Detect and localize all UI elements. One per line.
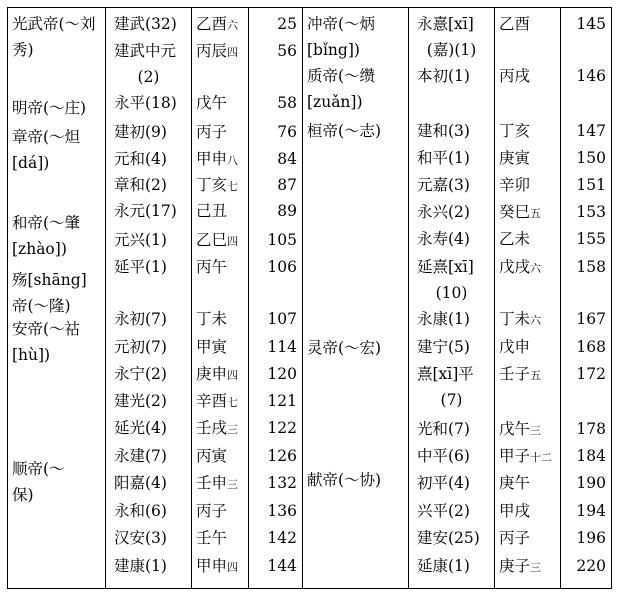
ganzhi-year bbox=[495, 257, 560, 279]
right-ganzhi-column bbox=[495, 8, 561, 589]
era-name: 元嘉(3) bbox=[417, 176, 470, 194]
ganzhi-label: 庚午 bbox=[499, 474, 531, 492]
era-name: 章和(2) bbox=[114, 176, 167, 194]
ad-year: 87 bbox=[277, 176, 297, 194]
ganzhi-label: 甲子 bbox=[499, 447, 531, 465]
ad-year: 150 bbox=[576, 149, 606, 167]
emperor-name: [dá]) bbox=[12, 154, 50, 172]
era-name: 建和(3) bbox=[417, 122, 470, 140]
era-name: 永元(17) bbox=[114, 202, 177, 220]
emperor-name: [bǐng]) bbox=[307, 41, 360, 59]
emperor-name: 保) bbox=[12, 486, 34, 504]
ad-year: 89 bbox=[277, 202, 297, 220]
era-name: 永兴(2) bbox=[417, 203, 470, 221]
ganzhi-month-number: 七 bbox=[227, 180, 239, 193]
era-name: 建康(1) bbox=[114, 557, 167, 575]
left-year-column bbox=[249, 8, 303, 589]
ganzhi-label: 庚寅 bbox=[499, 149, 531, 167]
ganzhi-year bbox=[495, 202, 560, 224]
ganzhi-year bbox=[495, 175, 560, 195]
ad-year: 142 bbox=[267, 529, 297, 547]
ganzhi-month-number: 三 bbox=[227, 423, 239, 436]
ganzhi-label: 癸巳 bbox=[499, 203, 531, 221]
emperor-name: [hù]) bbox=[12, 346, 51, 364]
ad-year: 146 bbox=[576, 67, 606, 85]
ad-year: 120 bbox=[267, 365, 297, 383]
right-era-column bbox=[409, 8, 495, 589]
ganzhi-year bbox=[495, 337, 560, 357]
ad-year: 84 bbox=[277, 150, 297, 168]
emperor-name: 冲帝(～炳 bbox=[307, 15, 376, 33]
ganzhi-month-number: 八 bbox=[227, 154, 239, 167]
ad-year: 172 bbox=[576, 365, 606, 383]
ad-year: 178 bbox=[576, 420, 606, 438]
ganzhi-label: 戊申 bbox=[499, 338, 531, 356]
emperor-name: 殇[shāng] bbox=[12, 271, 87, 289]
ganzhi-year bbox=[192, 257, 248, 277]
ad-year: 151 bbox=[576, 176, 606, 194]
ganzhi-year bbox=[495, 121, 560, 141]
ganzhi-month-number: 三 bbox=[530, 561, 542, 574]
ganzhi-year bbox=[192, 556, 248, 578]
ad-year: 76 bbox=[277, 123, 297, 141]
reign-table bbox=[7, 7, 611, 589]
right-emperor-column bbox=[303, 8, 409, 589]
emperor-name: 和帝(～肇 bbox=[12, 214, 81, 232]
ganzhi-year bbox=[495, 473, 560, 493]
ganzhi-label: 甲申 bbox=[196, 150, 228, 168]
era-name: 建安(25) bbox=[417, 529, 480, 547]
ganzhi-year bbox=[192, 391, 248, 413]
ganzhi-label: 丙辰 bbox=[196, 42, 228, 60]
ganzhi-year bbox=[192, 41, 248, 63]
ganzhi-month-number: 四 bbox=[227, 235, 239, 248]
era-name: 建武中元 bbox=[114, 42, 177, 60]
ad-year: 145 bbox=[576, 15, 606, 33]
era-name: 本初(1) bbox=[417, 67, 470, 85]
reign-table-grid bbox=[7, 7, 612, 589]
ganzhi-label: 丙午 bbox=[196, 258, 228, 276]
emperor-name: 安帝(～祜 bbox=[12, 320, 81, 338]
ganzhi-label: 戊戌 bbox=[499, 258, 531, 276]
emperor-name: 顺帝(～ bbox=[12, 460, 65, 478]
emperor-name: 秀) bbox=[12, 41, 34, 59]
ganzhi-label: 戊午 bbox=[499, 420, 531, 438]
ganzhi-label: 戊午 bbox=[196, 94, 228, 112]
ganzhi-month-number: 三 bbox=[530, 424, 542, 437]
ad-year: 126 bbox=[267, 447, 297, 465]
era-name: 建光(2) bbox=[114, 392, 167, 410]
ganzhi-year bbox=[495, 419, 560, 441]
era-name: 永康(1) bbox=[417, 310, 470, 328]
ad-year: 114 bbox=[267, 338, 297, 356]
emperor-name: 明帝(～庄) bbox=[12, 99, 87, 117]
ganzhi-label: 己丑 bbox=[196, 202, 228, 220]
era-name: 兴平(2) bbox=[417, 502, 470, 520]
ganzhi-year bbox=[192, 149, 248, 171]
era-name: 建初(9) bbox=[114, 123, 167, 141]
ganzhi-label: 壬子 bbox=[499, 365, 531, 383]
emperor-name: 献帝(～协) bbox=[307, 471, 382, 489]
ganzhi-year bbox=[192, 528, 248, 548]
ganzhi-label: 丁未 bbox=[499, 310, 531, 328]
ad-year: 158 bbox=[576, 258, 606, 276]
ad-year: 155 bbox=[576, 230, 606, 248]
emperor-name: 光武帝(～刘 bbox=[12, 15, 96, 33]
era-name: (嘉)(1) bbox=[426, 41, 477, 59]
ganzhi-label: 乙酉 bbox=[499, 15, 531, 33]
ganzhi-label: 甲申 bbox=[196, 557, 228, 575]
ad-year: 147 bbox=[576, 122, 606, 140]
ganzhi-month-number: 六 bbox=[530, 262, 542, 275]
ganzhi-year bbox=[495, 364, 560, 386]
ganzhi-month-number: 六 bbox=[530, 314, 542, 327]
ganzhi-label: 辛卯 bbox=[499, 176, 531, 194]
emperor-name: 章帝(～炟 bbox=[12, 128, 81, 146]
emperor-name: 灵帝(～宏) bbox=[307, 339, 382, 357]
ad-year: 107 bbox=[267, 310, 297, 328]
era-name: 延熹[xī] bbox=[417, 258, 474, 276]
ganzhi-month-number: 五 bbox=[530, 369, 542, 382]
ganzhi-year bbox=[192, 501, 248, 521]
emperor-name: 桓帝(～志) bbox=[307, 122, 382, 140]
ganzhi-year bbox=[192, 364, 248, 386]
ganzhi-year bbox=[495, 556, 560, 578]
ganzhi-year bbox=[495, 229, 560, 249]
ganzhi-month-number: 四 bbox=[227, 369, 239, 382]
ganzhi-year bbox=[495, 14, 560, 34]
ganzhi-label: 辛酉 bbox=[196, 392, 228, 410]
era-name: (10) bbox=[435, 284, 468, 302]
ganzhi-label: 丙子 bbox=[196, 123, 228, 141]
era-name: 延平(1) bbox=[114, 258, 167, 276]
ganzhi-year bbox=[495, 528, 560, 548]
ad-year: 168 bbox=[576, 338, 606, 356]
era-name: 元初(7) bbox=[114, 338, 167, 356]
ganzhi-label: 乙未 bbox=[499, 230, 531, 248]
era-name: 中平(6) bbox=[417, 447, 470, 465]
era-name: 延康(1) bbox=[417, 557, 470, 575]
ad-year: 25 bbox=[277, 15, 297, 33]
ganzhi-label: 壬午 bbox=[196, 529, 228, 547]
ad-year: 58 bbox=[277, 94, 297, 112]
era-name: 永憙[xī] bbox=[417, 15, 474, 33]
era-name: 永宁(2) bbox=[114, 365, 167, 383]
ganzhi-year bbox=[192, 122, 248, 142]
era-name: 元和(4) bbox=[114, 150, 167, 168]
left-emperor-column bbox=[8, 8, 106, 589]
ganzhi-label: 丙子 bbox=[499, 529, 531, 547]
era-name: (7) bbox=[440, 391, 463, 409]
ganzhi-label: 乙巳 bbox=[196, 231, 228, 249]
ganzhi-month-number: 六 bbox=[227, 19, 239, 32]
ganzhi-label: 甲戌 bbox=[499, 502, 531, 520]
ganzhi-year bbox=[192, 418, 248, 440]
ganzhi-label: 丁未 bbox=[196, 310, 228, 328]
era-name: 永初(7) bbox=[114, 310, 167, 328]
ganzhi-month-number: 七 bbox=[227, 396, 239, 409]
era-name: 永建(7) bbox=[114, 447, 167, 465]
ganzhi-label: 庚子 bbox=[499, 557, 531, 575]
ganzhi-year bbox=[192, 93, 248, 113]
ganzhi-label: 庚申 bbox=[196, 365, 228, 383]
ganzhi-year bbox=[192, 230, 248, 252]
emperor-name: 质帝(～缵 bbox=[307, 67, 376, 85]
era-name: 永平(18) bbox=[114, 94, 177, 112]
ad-year: 167 bbox=[576, 310, 606, 328]
ganzhi-label: 丙子 bbox=[196, 502, 228, 520]
ad-year: 136 bbox=[267, 502, 297, 520]
ganzhi-month-number: 四 bbox=[227, 561, 239, 574]
ad-year: 190 bbox=[576, 474, 606, 492]
era-name: (2) bbox=[137, 68, 160, 86]
left-era-column bbox=[106, 8, 192, 589]
era-name: 光和(7) bbox=[417, 420, 470, 438]
era-name: 永和(6) bbox=[114, 502, 167, 520]
era-name: 建武(32) bbox=[114, 15, 177, 33]
right-year-column bbox=[561, 8, 612, 589]
emperor-name: [zhào]) bbox=[12, 240, 67, 258]
era-name: 建宁(5) bbox=[417, 338, 470, 356]
ganzhi-label: 丁亥 bbox=[196, 176, 228, 194]
ganzhi-year bbox=[495, 446, 560, 468]
ganzhi-year bbox=[192, 14, 248, 36]
ganzhi-label: 丙寅 bbox=[196, 447, 228, 465]
ad-year: 153 bbox=[576, 203, 606, 221]
ad-year: 220 bbox=[576, 557, 606, 575]
ad-year: 144 bbox=[267, 557, 297, 575]
ad-year: 106 bbox=[267, 258, 297, 276]
era-name: 元兴(1) bbox=[114, 231, 167, 249]
ganzhi-label: 壬戌 bbox=[196, 419, 228, 437]
ad-year: 132 bbox=[267, 474, 297, 492]
ganzhi-month-number: 十二 bbox=[530, 451, 553, 464]
ad-year: 184 bbox=[576, 447, 606, 465]
ganzhi-year bbox=[192, 309, 248, 329]
ganzhi-label: 乙酉 bbox=[196, 15, 228, 33]
ad-year: 105 bbox=[267, 231, 297, 249]
emperor-name: 帝(～隆) bbox=[12, 297, 71, 315]
era-name: 熹[xī]平 bbox=[417, 365, 474, 383]
ganzhi-label: 丙戌 bbox=[499, 67, 531, 85]
ganzhi-month-number: 三 bbox=[227, 478, 239, 491]
era-name: 阳嘉(4) bbox=[114, 474, 167, 492]
era-name: 永寿(4) bbox=[417, 230, 470, 248]
ganzhi-label: 甲寅 bbox=[196, 338, 228, 356]
ad-year: 196 bbox=[576, 529, 606, 547]
ad-year: 122 bbox=[267, 419, 297, 437]
ad-year: 194 bbox=[576, 502, 606, 520]
ganzhi-year bbox=[495, 501, 560, 521]
era-name: 初平(4) bbox=[417, 474, 470, 492]
ganzhi-year bbox=[495, 66, 560, 86]
ganzhi-month-number: 五 bbox=[530, 207, 542, 220]
era-name: 汉安(3) bbox=[114, 529, 167, 547]
ganzhi-year bbox=[192, 446, 248, 466]
ganzhi-month-number: 四 bbox=[227, 46, 239, 59]
era-name: 和平(1) bbox=[417, 149, 470, 167]
ganzhi-year bbox=[192, 175, 248, 197]
ganzhi-year bbox=[495, 148, 560, 168]
ganzhi-label: 丁亥 bbox=[499, 122, 531, 140]
ganzhi-label: 壬申 bbox=[196, 474, 228, 492]
left-ganzhi-column bbox=[192, 8, 249, 589]
ganzhi-year bbox=[495, 309, 560, 331]
ganzhi-year bbox=[192, 337, 248, 357]
ganzhi-year bbox=[192, 201, 248, 221]
emperor-name: [zuǎn]) bbox=[307, 93, 363, 111]
ganzhi-year bbox=[192, 473, 248, 495]
ad-year: 56 bbox=[277, 42, 297, 60]
era-name: 延光(4) bbox=[114, 419, 167, 437]
ad-year: 121 bbox=[267, 392, 297, 410]
